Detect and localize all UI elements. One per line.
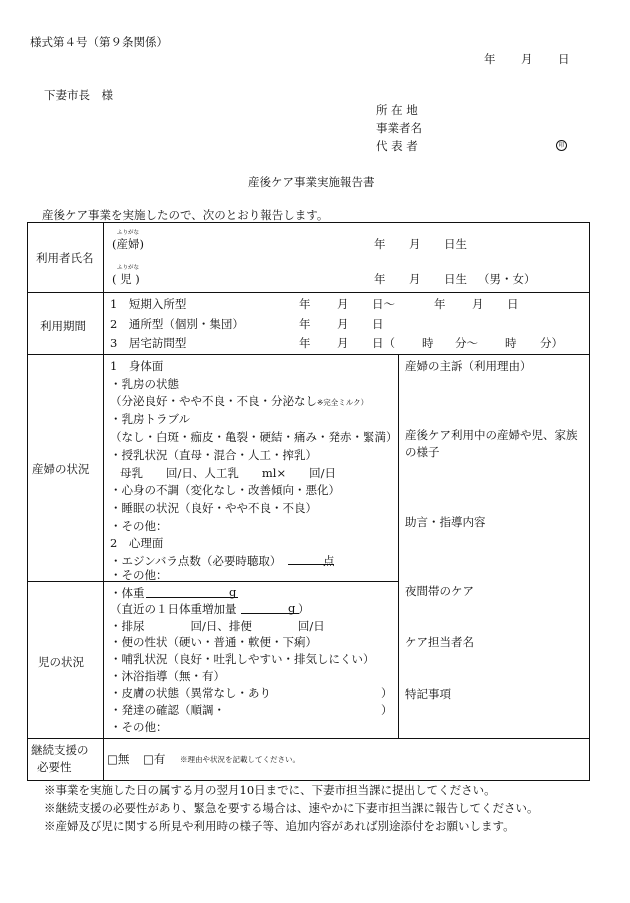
during-care-label-2: の様子: [405, 445, 440, 459]
mother-label: (産婦): [112, 237, 144, 251]
child-birth-day: 日生: [444, 272, 467, 286]
epds-unit: 点: [323, 554, 335, 568]
mother-status-label: 産婦の状況: [32, 462, 90, 476]
period1-month: 月: [337, 297, 349, 311]
period-type-1: 1 短期入所型: [110, 297, 187, 311]
staff-name-label: ケア担当者名: [405, 635, 474, 649]
support-has-checkbox[interactable]: □有: [143, 752, 166, 766]
child-status-label: 児の状況: [38, 655, 84, 669]
special-notes-label: 特記事項: [405, 687, 451, 701]
period2-day: 日: [372, 317, 384, 331]
address-label: 所 在 地: [376, 103, 418, 117]
representative-label: 代 表 者: [376, 139, 418, 153]
period3-min-start: 分～: [455, 336, 478, 350]
during-care-label: 産後ケア利用中の産婦や児、家族: [405, 428, 578, 442]
period2-month: 月: [337, 317, 349, 331]
full-milk-note: ※完全ミルク）: [317, 398, 369, 407]
note-1: ※事業を実施した日の属する月の翌月10日までに、下妻市担当課に提出してください。: [44, 783, 496, 797]
development-close: ）: [381, 703, 393, 717]
advice-label: 助言・指導内容: [405, 515, 486, 529]
user-name-label: 利用者氏名: [36, 251, 94, 265]
child-other: ・その他：: [110, 720, 168, 734]
furigana-mother: ふりがな: [117, 230, 140, 236]
mental-other: ・その他：: [110, 568, 168, 582]
period1-day: 日～: [372, 297, 395, 311]
weight-gain-close: ）: [298, 602, 310, 616]
secretion-options: （分泌良好・やや不良・不良・分泌なし: [110, 394, 317, 408]
mental-heading: 2 心理面: [110, 536, 164, 550]
period3-month: 月: [337, 336, 349, 350]
period1-end-day: 日: [507, 297, 519, 311]
child-label: ( 児 ): [112, 272, 140, 286]
date-day: 日: [558, 52, 570, 66]
period2-year: 年: [299, 317, 311, 331]
period1-end-year: 年: [434, 297, 446, 311]
child-sex: （男・女）: [478, 272, 536, 286]
period3-hour-end: 時: [505, 336, 517, 350]
support-none-checkbox[interactable]: □無: [107, 752, 130, 766]
secretion: [110, 393, 368, 409]
mother-birth-day: 日生: [444, 237, 467, 251]
bath-guidance: ・沐浴指導（無・有）: [110, 669, 225, 683]
breastmilk-count: 母乳 回/日、人工乳 ml× 回/日: [120, 466, 336, 480]
mental-condition: ・心身の不調（変化なし・改善傾向・悪化）: [110, 483, 340, 497]
period-type-3: 3 居宅訪問型: [110, 336, 187, 350]
note-3: ※産婦及び児に関する所見や利用時の様子等、追加内容があれば別途添付をお願いします。: [44, 819, 515, 833]
period1-year: 年: [299, 297, 311, 311]
period3-day: 日（: [372, 336, 395, 350]
period1-end-month: 月: [472, 297, 484, 311]
child-birth-year: 年: [374, 272, 386, 286]
physical-heading: 1 身体面: [110, 359, 164, 373]
weight-unit: g: [229, 585, 237, 599]
support-note: ※理由や状況を記載してください。: [180, 755, 300, 764]
stool-property: ・便の性状（硬い・普通・軟便・下痢）: [110, 635, 317, 649]
period-label: 利用期間: [40, 319, 86, 333]
period-type-2: 2 通所型（個別・集団）: [110, 317, 244, 331]
feeding-child: ・哺乳状況（良好・吐乳しやすい・排気しにくい）: [110, 652, 375, 666]
development-check: ・発達の確認（順調・: [110, 703, 225, 717]
note-2: ※継続支援の必要性があり、緊急を要する場合は、速やかに下妻市担当課に報告してください。: [44, 801, 539, 815]
skin-state: ・皮膚の状態（異常なし・あり: [110, 686, 271, 700]
feeding-status: ・授乳状況（直母・混合・人工・搾乳）: [110, 448, 317, 462]
date-month: 月: [521, 52, 533, 66]
night-care-label: 夜間帯のケア: [405, 584, 474, 598]
form-number: 様式第４号（第９条関係）: [30, 35, 168, 49]
sleep-status: ・睡眠の状況（良好・やや不良・不良）: [110, 501, 317, 515]
breast-trouble: ・乳房トラブル: [110, 412, 191, 426]
support-label-1: 継続支援の: [31, 743, 89, 757]
epds-score: ・エジンバラ点数（必要時聴取）: [110, 554, 282, 568]
weight-gain-label: （直近の１日体重増加量: [110, 602, 237, 616]
breast-state: ・乳房の状態: [110, 377, 179, 391]
addressee: 下妻市長 様: [44, 88, 113, 102]
intro-text: 産後ケア事業を実施したので、次のとおり報告します。: [42, 208, 329, 222]
weight-label: ・体重: [110, 586, 145, 600]
support-label-2: 必要性: [37, 760, 72, 774]
breast-trouble-options: （なし・白斑・痂皮・亀裂・硬結・痛み・発赤・緊満）: [110, 430, 398, 444]
period3-min-end: 分）: [540, 336, 563, 350]
period3-year: 年: [299, 336, 311, 350]
seal-mark: 印: [556, 140, 567, 151]
mother-birth-year: 年: [374, 237, 386, 251]
weight-gain-unit: g: [288, 601, 296, 615]
period3-hour: 時: [422, 336, 434, 350]
child-birth-month: 月: [409, 272, 421, 286]
mother-complaint: 産婦の主訴（利用理由）: [405, 359, 532, 373]
company-label: 事業者名: [376, 121, 422, 135]
furigana-child: ふりがな: [117, 265, 140, 271]
skin-close: ）: [381, 686, 393, 700]
excretion: ・排尿 回/日、排便 回/日: [110, 619, 325, 633]
page-title: 産後ケア事業実施報告書: [248, 175, 375, 189]
physical-other: ・その他：: [110, 519, 168, 533]
date-year: 年: [484, 52, 496, 66]
mother-birth-month: 月: [409, 237, 421, 251]
